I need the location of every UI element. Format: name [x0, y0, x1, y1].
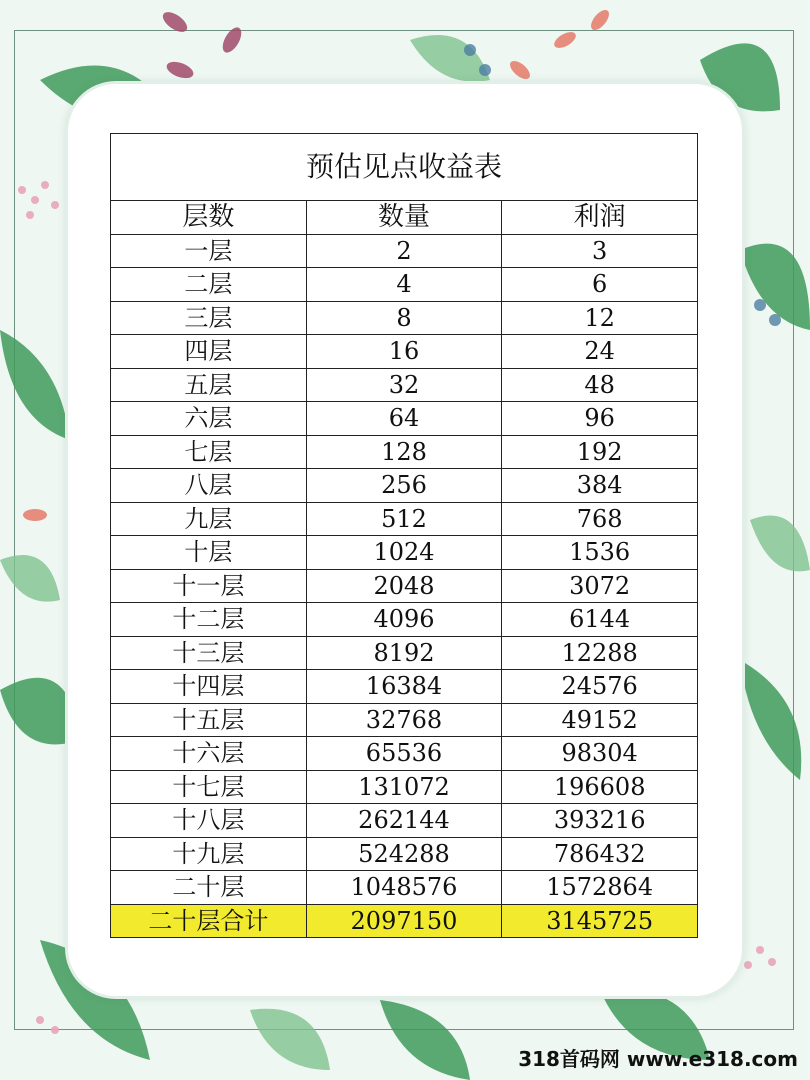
table-header-row	[111, 201, 698, 235]
row-quantity: 16384	[306, 670, 502, 704]
table-row	[111, 335, 698, 369]
row-quantity: 1048576	[306, 871, 502, 905]
row-profit: 49152	[502, 703, 698, 737]
row-level: 十二层	[111, 603, 307, 637]
row-level: 十三层	[111, 636, 307, 670]
row-level: 十四层	[111, 670, 307, 704]
row-level: 二十层	[111, 871, 307, 905]
row-quantity: 256	[306, 469, 502, 503]
row-quantity: 8192	[306, 636, 502, 670]
row-quantity: 4	[306, 268, 502, 302]
row-level: 六层	[111, 402, 307, 436]
table-row	[111, 502, 698, 536]
row-profit: 6144	[502, 603, 698, 637]
row-level: 十层	[111, 536, 307, 570]
row-quantity: 64	[306, 402, 502, 436]
row-quantity: 2	[306, 234, 502, 268]
header-level: 层数	[111, 201, 307, 235]
row-quantity: 4096	[306, 603, 502, 637]
row-profit: 1536	[502, 536, 698, 570]
header-profit: 利润	[502, 201, 698, 235]
row-profit: 12	[502, 301, 698, 335]
row-level: 四层	[111, 335, 307, 369]
table-row	[111, 804, 698, 838]
row-level: 七层	[111, 435, 307, 469]
table-row	[111, 636, 698, 670]
row-quantity: 1024	[306, 536, 502, 570]
table-row	[111, 871, 698, 905]
row-quantity: 16	[306, 335, 502, 369]
table-title: 预估见点收益表	[111, 134, 698, 201]
row-profit: 3	[502, 234, 698, 268]
row-quantity: 128	[306, 435, 502, 469]
earnings-table	[110, 133, 698, 938]
table-row	[111, 737, 698, 771]
row-profit: 24	[502, 335, 698, 369]
row-profit: 6	[502, 268, 698, 302]
row-quantity: 32	[306, 368, 502, 402]
row-quantity: 512	[306, 502, 502, 536]
row-level: 三层	[111, 301, 307, 335]
row-level: 八层	[111, 469, 307, 503]
table-row	[111, 268, 698, 302]
row-level: 一层	[111, 234, 307, 268]
row-profit: 12288	[502, 636, 698, 670]
total-row	[111, 904, 698, 938]
row-level: 十五层	[111, 703, 307, 737]
table-row	[111, 469, 698, 503]
row-profit: 196608	[502, 770, 698, 804]
row-profit: 384	[502, 469, 698, 503]
table-row	[111, 837, 698, 871]
row-profit: 192	[502, 435, 698, 469]
row-quantity: 65536	[306, 737, 502, 771]
table-row	[111, 703, 698, 737]
total-profit: 3145725	[502, 904, 698, 938]
row-quantity: 32768	[306, 703, 502, 737]
total-quantity: 2097150	[306, 904, 502, 938]
table-row	[111, 569, 698, 603]
row-level: 十六层	[111, 737, 307, 771]
row-profit: 393216	[502, 804, 698, 838]
row-quantity: 8	[306, 301, 502, 335]
row-profit: 786432	[502, 837, 698, 871]
row-profit: 48	[502, 368, 698, 402]
row-profit: 98304	[502, 737, 698, 771]
table-row	[111, 368, 698, 402]
table-row	[111, 435, 698, 469]
table-row	[111, 536, 698, 570]
row-level: 十七层	[111, 770, 307, 804]
row-profit: 768	[502, 502, 698, 536]
row-level: 十八层	[111, 804, 307, 838]
row-level: 十九层	[111, 837, 307, 871]
row-profit: 24576	[502, 670, 698, 704]
header-quantity: 数量	[306, 201, 502, 235]
table-row	[111, 234, 698, 268]
table-row	[111, 770, 698, 804]
row-level: 五层	[111, 368, 307, 402]
row-profit: 3072	[502, 569, 698, 603]
row-profit: 1572864	[502, 871, 698, 905]
table-row	[111, 670, 698, 704]
table-row	[111, 603, 698, 637]
row-level: 二层	[111, 268, 307, 302]
row-quantity: 262144	[306, 804, 502, 838]
table-row	[111, 402, 698, 436]
table-row	[111, 301, 698, 335]
row-quantity: 131072	[306, 770, 502, 804]
row-level: 十一层	[111, 569, 307, 603]
watermark: 318首码网 www.e318.com	[518, 1047, 798, 1071]
row-quantity: 2048	[306, 569, 502, 603]
total-label: 二十层合计	[111, 904, 307, 938]
row-level: 九层	[111, 502, 307, 536]
row-quantity: 524288	[306, 837, 502, 871]
row-profit: 96	[502, 402, 698, 436]
